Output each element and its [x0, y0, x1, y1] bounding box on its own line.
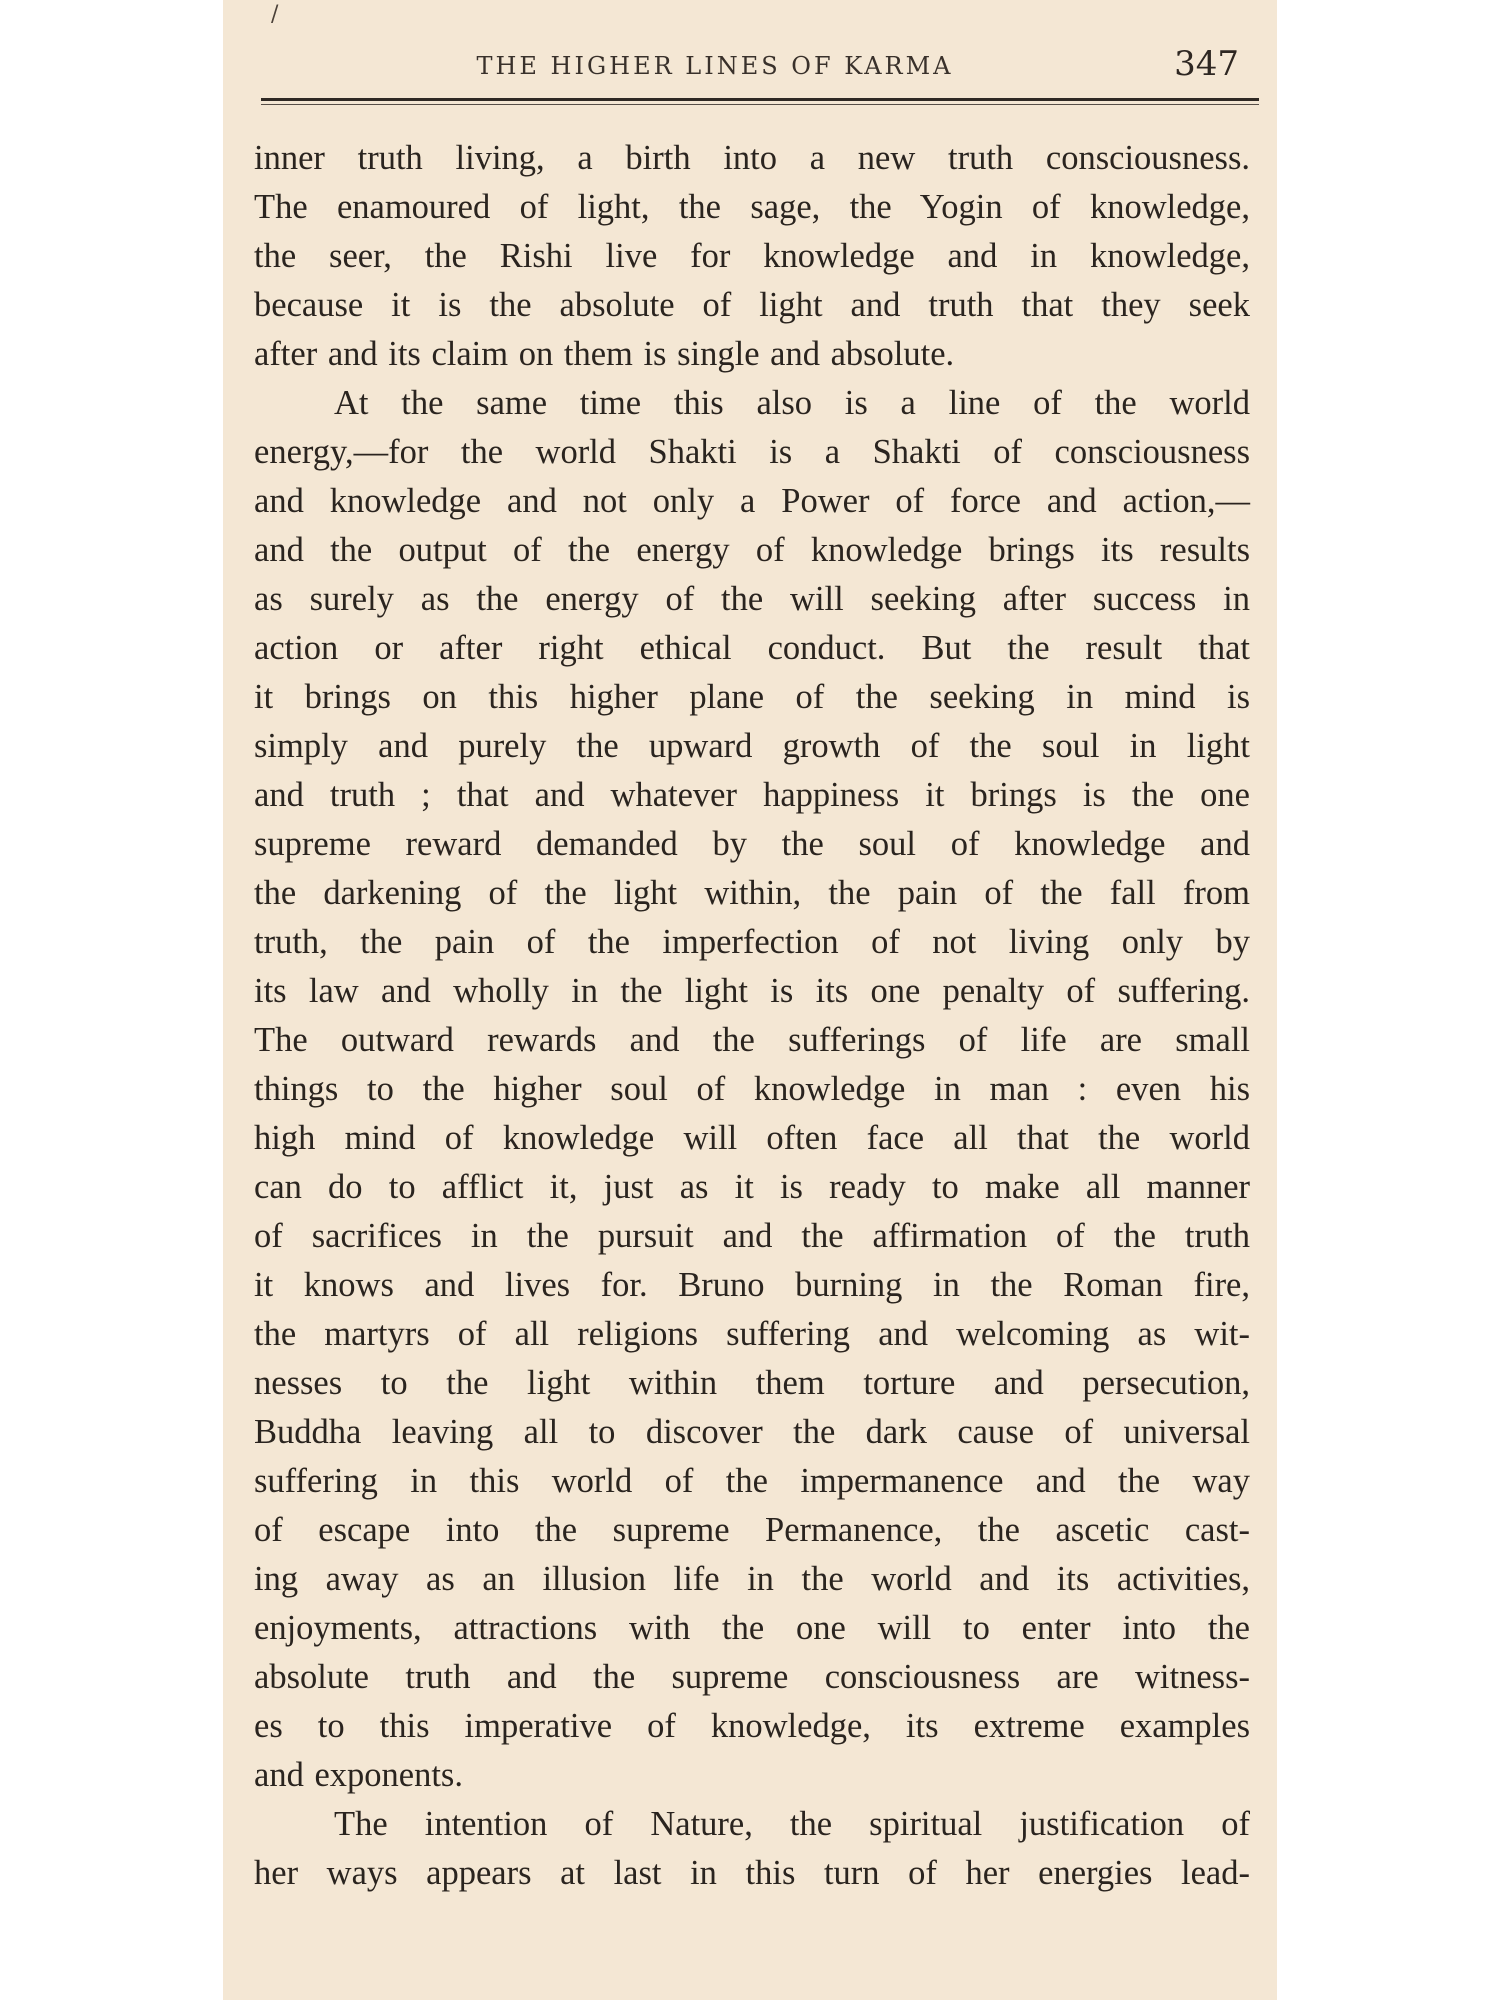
text-line: ing away as an illusion life in the world and its activities,: [254, 1560, 1250, 1598]
text-line: truth, the pain of the imperfection of not living only by: [254, 923, 1250, 961]
text-line: the darkening of the light within, the pain of the fall from: [254, 874, 1250, 912]
page-number: 347: [1174, 44, 1239, 84]
text-line: of escape into the supreme Permanence, the ascetic cast-: [254, 1511, 1250, 1549]
pencil-mark: /: [271, 2, 279, 27]
text-line: of sacrifices in the pursuit and the affirmation of the truth: [254, 1217, 1250, 1255]
text-line: inner truth living, a birth into a new truth consciousness.: [254, 139, 1250, 177]
text-line: the seer, the Rishi live for knowledge and in knowledge,: [254, 237, 1250, 275]
text-line: enjoyments, attractions with the one will to enter into the: [254, 1609, 1250, 1647]
text-line: the martyrs of all religions suffering and welcoming as wit-: [254, 1315, 1250, 1353]
text-line: Buddha leaving all to discover the dark cause of universal: [254, 1413, 1250, 1451]
text-line: her ways appears at last in this turn of her energies lead-: [254, 1854, 1250, 1892]
text-line: absolute truth and the supreme consciousness are witness-: [254, 1658, 1250, 1696]
text-line: suffering in this world of the impermanence and the way: [254, 1462, 1250, 1500]
text-line: supreme reward demanded by the soul of knowledge and: [254, 825, 1250, 863]
text-line: and knowledge and not only a Power of force and action,—: [254, 482, 1250, 520]
text-line: its law and wholly in the light is its one penalty of suffering.: [254, 972, 1250, 1010]
text-line: things to the higher soul of knowledge in man : even his: [254, 1070, 1250, 1108]
text-line: high mind of knowledge will often face all that the world: [254, 1119, 1250, 1157]
text-line: action or after right ethical conduct. But the result that: [254, 629, 1250, 667]
text-line: and the output of the energy of knowledge brings its results: [254, 531, 1250, 569]
header-rule: [261, 98, 1259, 101]
text-line: nesses to the light within them torture and persecution,: [254, 1364, 1250, 1402]
text-line: es to this imperative of knowledge, its extreme examples: [254, 1707, 1250, 1745]
text-line: and exponents.: [254, 1756, 463, 1794]
page-header: [261, 42, 1259, 94]
text-line: and truth ; that and whatever happiness it brings is the one: [254, 776, 1250, 814]
text-line: after and its claim on them is single and absolute.: [254, 335, 955, 373]
text-line: energy,—for the world Shakti is a Shakti of consciousness: [254, 433, 1250, 471]
body-text: [254, 134, 1250, 1898]
text-line: because it is the absolute of light and truth that they seek: [254, 286, 1250, 324]
text-line: it knows and lives for. Bruno burning in the Roman fire,: [254, 1266, 1250, 1304]
text-line: The enamoured of light, the sage, the Yogin of knowledge,: [254, 188, 1250, 226]
book-page: [223, 0, 1277, 2000]
text-line: as surely as the energy of the will seeking after success in: [254, 580, 1250, 618]
header-rule-thin: [261, 104, 1259, 105]
paragraph-start-line: At the same time this also is a line of the world: [334, 384, 1250, 422]
text-line: simply and purely the upward growth of the soul in light: [254, 727, 1250, 765]
text-line: can do to afflict it, just as it is ready to make all manner: [254, 1168, 1250, 1206]
paragraph-start-line: The intention of Nature, the spiritual justification of: [334, 1805, 1250, 1843]
text-line: The outward rewards and the sufferings of life are small: [254, 1021, 1250, 1059]
running-title: THE HIGHER LINES OF KARMA: [476, 52, 954, 80]
text-line: it brings on this higher plane of the seeking in mind is: [254, 678, 1250, 716]
